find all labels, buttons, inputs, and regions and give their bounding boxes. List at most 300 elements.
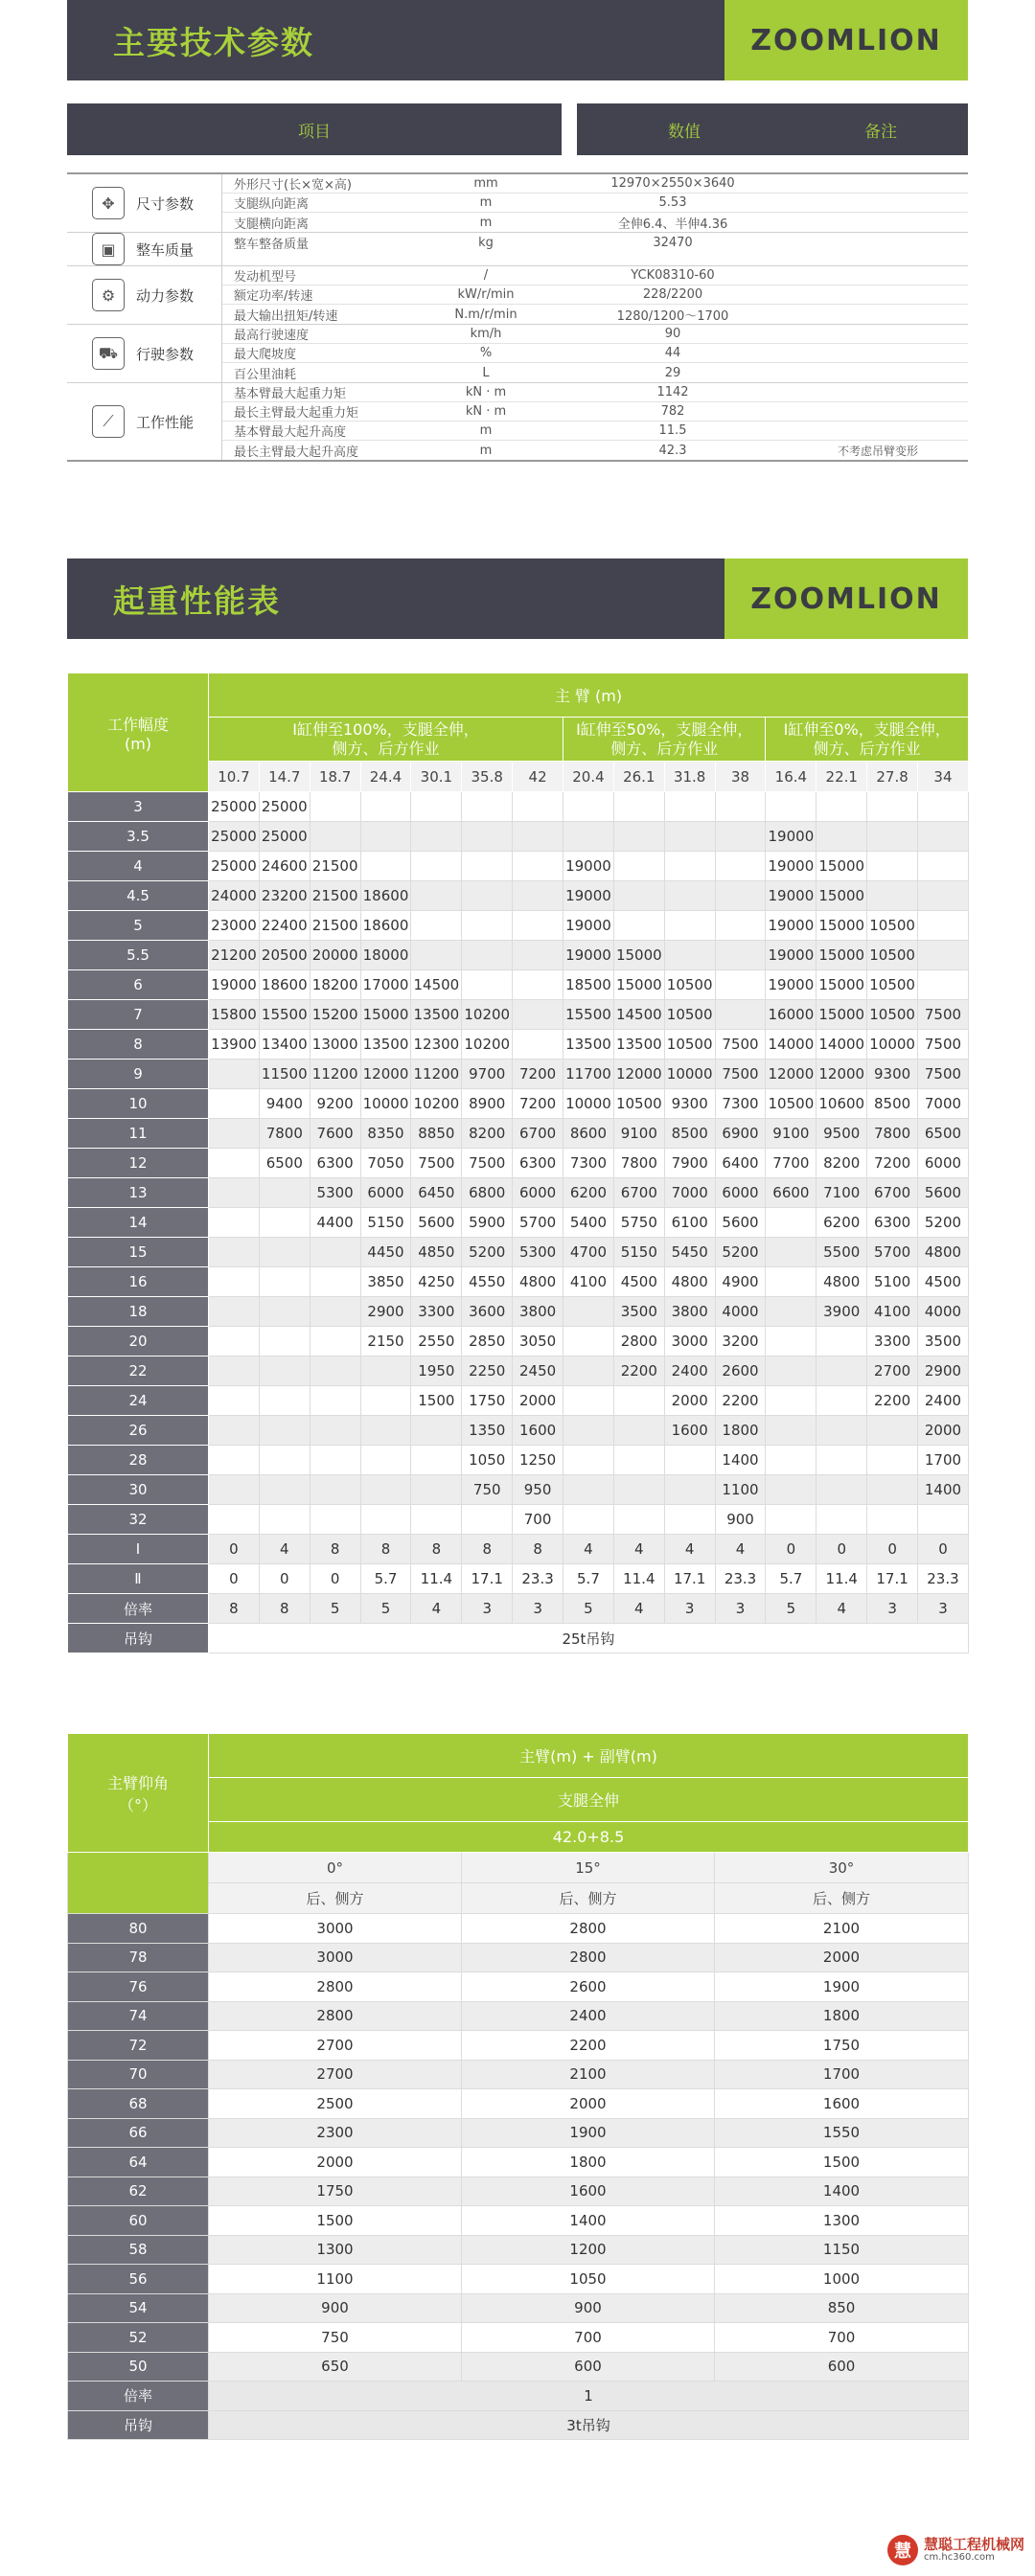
load-value: 5150 [613,1238,664,1267]
jib-chart-table [67,1733,969,2440]
load-value: 5600 [715,1208,766,1238]
crane-boom-icon: ⟋ [92,405,125,438]
header-note: 备注 [864,122,897,142]
load-value [259,1297,310,1327]
row-angle: 66 [68,2118,209,2148]
table-row [68,1943,969,1972]
table-row [68,822,969,852]
spec-unit: kg [478,235,494,250]
load-value [310,1327,360,1356]
load-value [664,852,715,881]
load-value [462,970,513,1000]
load-value: 3850 [360,1267,411,1297]
load-value [310,1475,360,1505]
table-row [68,2060,969,2089]
spec-row [222,305,968,324]
table-row [68,1475,969,1505]
spec-group-label-cell [67,383,222,460]
load-value [411,822,462,852]
row-angle: 52 [68,2323,209,2353]
load-value: 5200 [462,1238,513,1267]
load-value: 18600 [259,970,310,1000]
jib-load-value: 2000 [462,2089,715,2119]
load-value: 4 [564,1535,614,1564]
load-value [918,852,969,881]
truck-icon: ⛟ [92,337,125,370]
load-value [462,941,513,970]
spec-group-label-cell [67,266,222,324]
row-radius: 18 [68,1297,209,1327]
table-row [68,1594,969,1624]
load-value: 6300 [867,1208,918,1238]
load-value: 7200 [513,1089,564,1119]
load-value: 9700 [462,1060,513,1089]
load-value: 7300 [564,1149,614,1178]
load-value [411,1475,462,1505]
hook-label: 吊钩 [68,1624,209,1653]
load-value: 7500 [411,1149,462,1178]
load-value: 4450 [360,1238,411,1267]
load-value: 7100 [816,1178,867,1208]
load-value: 4100 [564,1267,614,1297]
load-value [766,1208,816,1238]
load-value [360,1416,411,1446]
table-row [68,2177,969,2206]
load-value: 5200 [918,1208,969,1238]
jib-load-value: 1050 [462,2265,715,2294]
jib-load-value: 2200 [462,2031,715,2061]
load-value: 18000 [360,941,411,970]
load-value [259,1267,310,1297]
table-row [68,852,969,881]
load-value: 13400 [259,1030,310,1060]
load-value: 4800 [816,1267,867,1297]
load-value: 5700 [867,1238,918,1267]
row-radius: 22 [68,1356,209,1386]
spec-unit: N.m/r/min [454,307,518,322]
spec-unit: % [479,346,493,360]
load-value: 11700 [564,1060,614,1089]
boom-length: 30.1 [411,762,462,792]
spec-group [67,325,968,383]
spec-row [222,422,968,441]
load-value: 12000 [816,1060,867,1089]
table-row [68,1505,969,1535]
spec-banner-title: 主要技术参数 [113,23,314,61]
load-value: 10000 [360,1089,411,1119]
load-value [411,792,462,822]
angle-header-cont [68,1853,209,1914]
load-value: 13500 [360,1030,411,1060]
load-value: 25000 [259,822,310,852]
jib-load-value: 1200 [462,2235,715,2265]
jib-load-value: 2800 [462,1943,715,1972]
load-value [310,1238,360,1267]
load-value [664,1475,715,1505]
jib-load-value: 1800 [462,2148,715,2177]
row-angle: 80 [68,1914,209,1944]
load-value: 4 [613,1594,664,1624]
load-value [766,1475,816,1505]
load-value [310,1356,360,1386]
load-value: 12000 [360,1060,411,1089]
load-value [867,1475,918,1505]
load-value: 19000 [766,852,816,881]
spec-name: 最长主臂最大起重力矩 [234,406,359,421]
load-value: 6900 [715,1119,766,1149]
spec-name: 基本臂最大起升高度 [234,425,347,440]
load-value [664,1505,715,1535]
load-value: 23000 [209,911,260,941]
load-value [513,852,564,881]
load-value: 3000 [664,1327,715,1356]
load-value [310,822,360,852]
jib-load-value: 750 [209,2323,462,2353]
load-value: 23.3 [513,1564,564,1594]
spec-group [67,266,968,325]
row-radius: 24 [68,1386,209,1416]
spec-name: 支腿横向距离 [234,217,310,232]
load-value [360,1446,411,1475]
load-value: 10500 [766,1089,816,1119]
load-value [513,792,564,822]
load-value [411,1505,462,1535]
dimensions-icon: ✥ [92,187,125,219]
load-value [918,881,969,911]
load-value: 700 [513,1505,564,1535]
load-value [816,792,867,822]
load-value: 4500 [918,1267,969,1297]
load-value: 0 [918,1535,969,1564]
load-value [360,1386,411,1416]
jib-load-value: 2300 [209,2118,462,2148]
row-radius: 16 [68,1267,209,1297]
spec-banner-title-area [67,0,724,80]
load-value: 2200 [867,1386,918,1416]
jib-load-value: 2400 [462,2001,715,2031]
load-value: 5700 [513,1208,564,1238]
load-value: 17000 [360,970,411,1000]
row-radius: Ⅱ [68,1564,209,1594]
load-value [766,792,816,822]
spec-row [222,174,968,194]
spec-unit: mm [473,176,498,191]
load-value: 5 [360,1594,411,1624]
load-value: 3900 [816,1297,867,1327]
jib-load-value: 2100 [462,2060,715,2089]
load-value [564,1505,614,1535]
spec-group-label: 整车质量 [136,240,195,259]
load-value: 5900 [462,1208,513,1238]
load-value: 6000 [360,1178,411,1208]
load-value [816,1386,867,1416]
load-value [766,1356,816,1386]
table-row [68,1178,969,1208]
spec-value: 42.3 [658,443,687,458]
spec-row [222,402,968,422]
load-value [766,1446,816,1475]
table-row [68,2265,969,2294]
load-value: 8 [360,1535,411,1564]
hook-value: 25t吊钩 [209,1624,969,1653]
load-value: 14500 [411,970,462,1000]
load-value: 5600 [918,1178,969,1208]
load-value: 15000 [360,1000,411,1030]
load-value [209,1446,260,1475]
load-value: 3050 [513,1327,564,1356]
load-value [816,1356,867,1386]
load-value: 4900 [715,1267,766,1297]
brand-logo: ZOOMLION [750,581,942,616]
load-value: 900 [715,1505,766,1535]
table-row [68,881,969,911]
hook-value: 3t吊钩 [209,2410,969,2440]
load-value [310,792,360,822]
table-row [68,2031,969,2061]
spec-unit: km/h [470,327,502,341]
load-value: 2250 [462,1356,513,1386]
load-value: 25000 [209,822,260,852]
spec-row [222,266,968,285]
load-value: 6100 [664,1208,715,1238]
load-value: 2900 [918,1356,969,1386]
load-value: 15000 [816,911,867,941]
spec-name: 支腿纵向距离 [234,197,310,212]
spec-name: 最大输出扭矩/转速 [234,308,338,324]
load-value: 9300 [664,1089,715,1119]
spec-group [67,383,968,460]
jib-load-value: 2500 [209,2089,462,2119]
load-value: 4800 [513,1267,564,1297]
load-value [613,852,664,881]
load-value: 21500 [310,852,360,881]
table-row [68,2148,969,2177]
load-value: 4000 [715,1297,766,1327]
load-value [360,1505,411,1535]
load-value: 14000 [766,1030,816,1060]
load-value: 7800 [613,1149,664,1178]
load-value: 6000 [513,1178,564,1208]
load-value: 4500 [613,1267,664,1297]
spec-name: 基本臂最大起重力矩 [234,387,347,401]
table-row [68,1208,969,1238]
load-value [462,1505,513,1535]
load-value [310,1505,360,1535]
jib-load-value: 2800 [462,1914,715,1944]
spec-value: 11.5 [658,423,687,438]
spec-name: 发动机型号 [234,270,297,285]
spec-note: 不考虑吊臂变形 [837,444,918,458]
load-value [918,822,969,852]
jib-load-value: 1900 [715,1972,969,2002]
row-angle: 68 [68,2089,209,2119]
condition-group-header: Ⅰ缸伸至0%，支腿全伸， 侧方、后方作业 [766,718,968,762]
load-value: 3 [715,1594,766,1624]
load-value: 13500 [411,1000,462,1030]
jib-offset: 30° [715,1853,969,1883]
load-value: 6000 [715,1178,766,1208]
ratio-label: 倍率 [68,2382,209,2411]
load-value [209,1327,260,1356]
load-value: 0 [867,1535,918,1564]
load-value: 8 [411,1535,462,1564]
jib-load-value: 1500 [209,2206,462,2236]
spec-unit: m [479,423,493,438]
spec-unit: m [479,195,493,210]
load-value: 10500 [867,941,918,970]
load-value: 23200 [259,881,310,911]
load-value: 10500 [867,1000,918,1030]
load-value: 15200 [310,1000,360,1030]
jib-load-value: 2700 [209,2060,462,2089]
boom-length: 35.8 [462,762,513,792]
boom-length: 34 [918,762,969,792]
load-value: 4700 [564,1238,614,1267]
table-row [68,1060,969,1089]
load-value [918,911,969,941]
jib-load-value: 2800 [209,1972,462,2002]
jib-load-value: 2800 [209,2001,462,2031]
header-value-note [577,103,968,155]
load-banner-title-area [67,559,724,639]
load-value [259,1178,310,1208]
load-value [816,1416,867,1446]
jib-load-value: 2000 [209,2148,462,2177]
jib-load-value: 1500 [715,2148,969,2177]
load-value [411,1416,462,1446]
load-value [816,1505,867,1535]
load-value: 5 [564,1594,614,1624]
load-value: 6500 [259,1149,310,1178]
load-value: 3 [664,1594,715,1624]
load-value [209,1416,260,1446]
load-value: 2450 [513,1356,564,1386]
load-value: 6300 [513,1149,564,1178]
table-row [68,1356,969,1386]
load-value [259,1505,310,1535]
load-value: 7800 [867,1119,918,1149]
load-value: 23.3 [715,1564,766,1594]
spec-row [222,325,968,344]
spec-group [67,174,968,233]
load-value [513,941,564,970]
row-angle: 70 [68,2060,209,2089]
spec-group-label: 行驶参数 [136,345,195,363]
header-item: 项目 [67,103,562,155]
load-value [209,1060,260,1089]
load-value: 2000 [664,1386,715,1416]
load-value: 8 [513,1535,564,1564]
boom-length: 18.7 [310,762,360,792]
load-value: 2150 [360,1327,411,1356]
load-value: 24600 [259,852,310,881]
jib-load-value: 1300 [715,2206,969,2236]
jib-load-value: 1100 [209,2265,462,2294]
load-value: 1400 [715,1446,766,1475]
load-value [513,822,564,852]
load-value: 23.3 [918,1564,969,1594]
load-value: 3300 [867,1327,918,1356]
load-value [462,911,513,941]
load-value: 4 [715,1535,766,1564]
load-value: 25000 [209,852,260,881]
load-value [310,1386,360,1416]
load-value [564,1416,614,1446]
jib-load-value: 1150 [715,2235,969,2265]
load-value: 0 [310,1564,360,1594]
load-value [411,941,462,970]
load-value [816,1475,867,1505]
load-value: 20500 [259,941,310,970]
load-value [715,941,766,970]
load-value: 7800 [259,1119,310,1149]
load-value: 5500 [816,1238,867,1267]
load-value: 7050 [360,1149,411,1178]
jib-direction: 后、侧方 [715,1883,969,1914]
load-value: 2800 [613,1327,664,1356]
load-value [918,1505,969,1535]
load-value: 6700 [867,1178,918,1208]
jib-load-value: 2000 [715,1943,969,1972]
boom-length: 22.1 [816,762,867,792]
load-value [715,822,766,852]
spec-name: 额定功率/转速 [234,289,313,304]
load-value [209,1267,260,1297]
load-value: 15500 [259,1000,310,1030]
spec-group-label-cell [67,233,222,265]
load-value [918,792,969,822]
load-value [209,1475,260,1505]
load-value [360,1475,411,1505]
table-row [68,2089,969,2119]
load-value: 1050 [462,1446,513,1475]
table-row [68,1030,969,1060]
table-row [68,941,969,970]
hook-label: 吊钩 [68,2410,209,2440]
load-value: 19000 [209,970,260,1000]
load-value [513,1030,564,1060]
spec-row [222,285,968,305]
load-value: 3500 [613,1297,664,1327]
load-value [564,1297,614,1327]
load-value: 5.7 [564,1564,614,1594]
load-value: 6200 [564,1178,614,1208]
spec-unit: m [479,443,493,458]
load-value [209,1238,260,1267]
brand-logo-area [724,0,968,80]
load-value [513,911,564,941]
load-value: 5400 [564,1208,614,1238]
jib-offset: 0° [209,1853,462,1883]
jib-load-value: 1400 [462,2206,715,2236]
boom-length: 27.8 [867,762,918,792]
load-value: 8200 [462,1119,513,1149]
header-value: 数值 [668,122,701,142]
table-row [68,1238,969,1267]
jib-load-value: 1700 [715,2060,969,2089]
row-radius: 4.5 [68,881,209,911]
load-value: 8500 [867,1089,918,1119]
load-value [360,852,411,881]
load-value: 19000 [564,881,614,911]
spec-group-label: 动力参数 [136,286,195,305]
load-value: 1400 [918,1475,969,1505]
load-value [209,1178,260,1208]
angle-header: 主臂仰角 （°） [68,1734,209,1853]
load-value: 1700 [918,1446,969,1475]
load-value: 6000 [918,1149,969,1178]
row-radius: 7 [68,1000,209,1030]
